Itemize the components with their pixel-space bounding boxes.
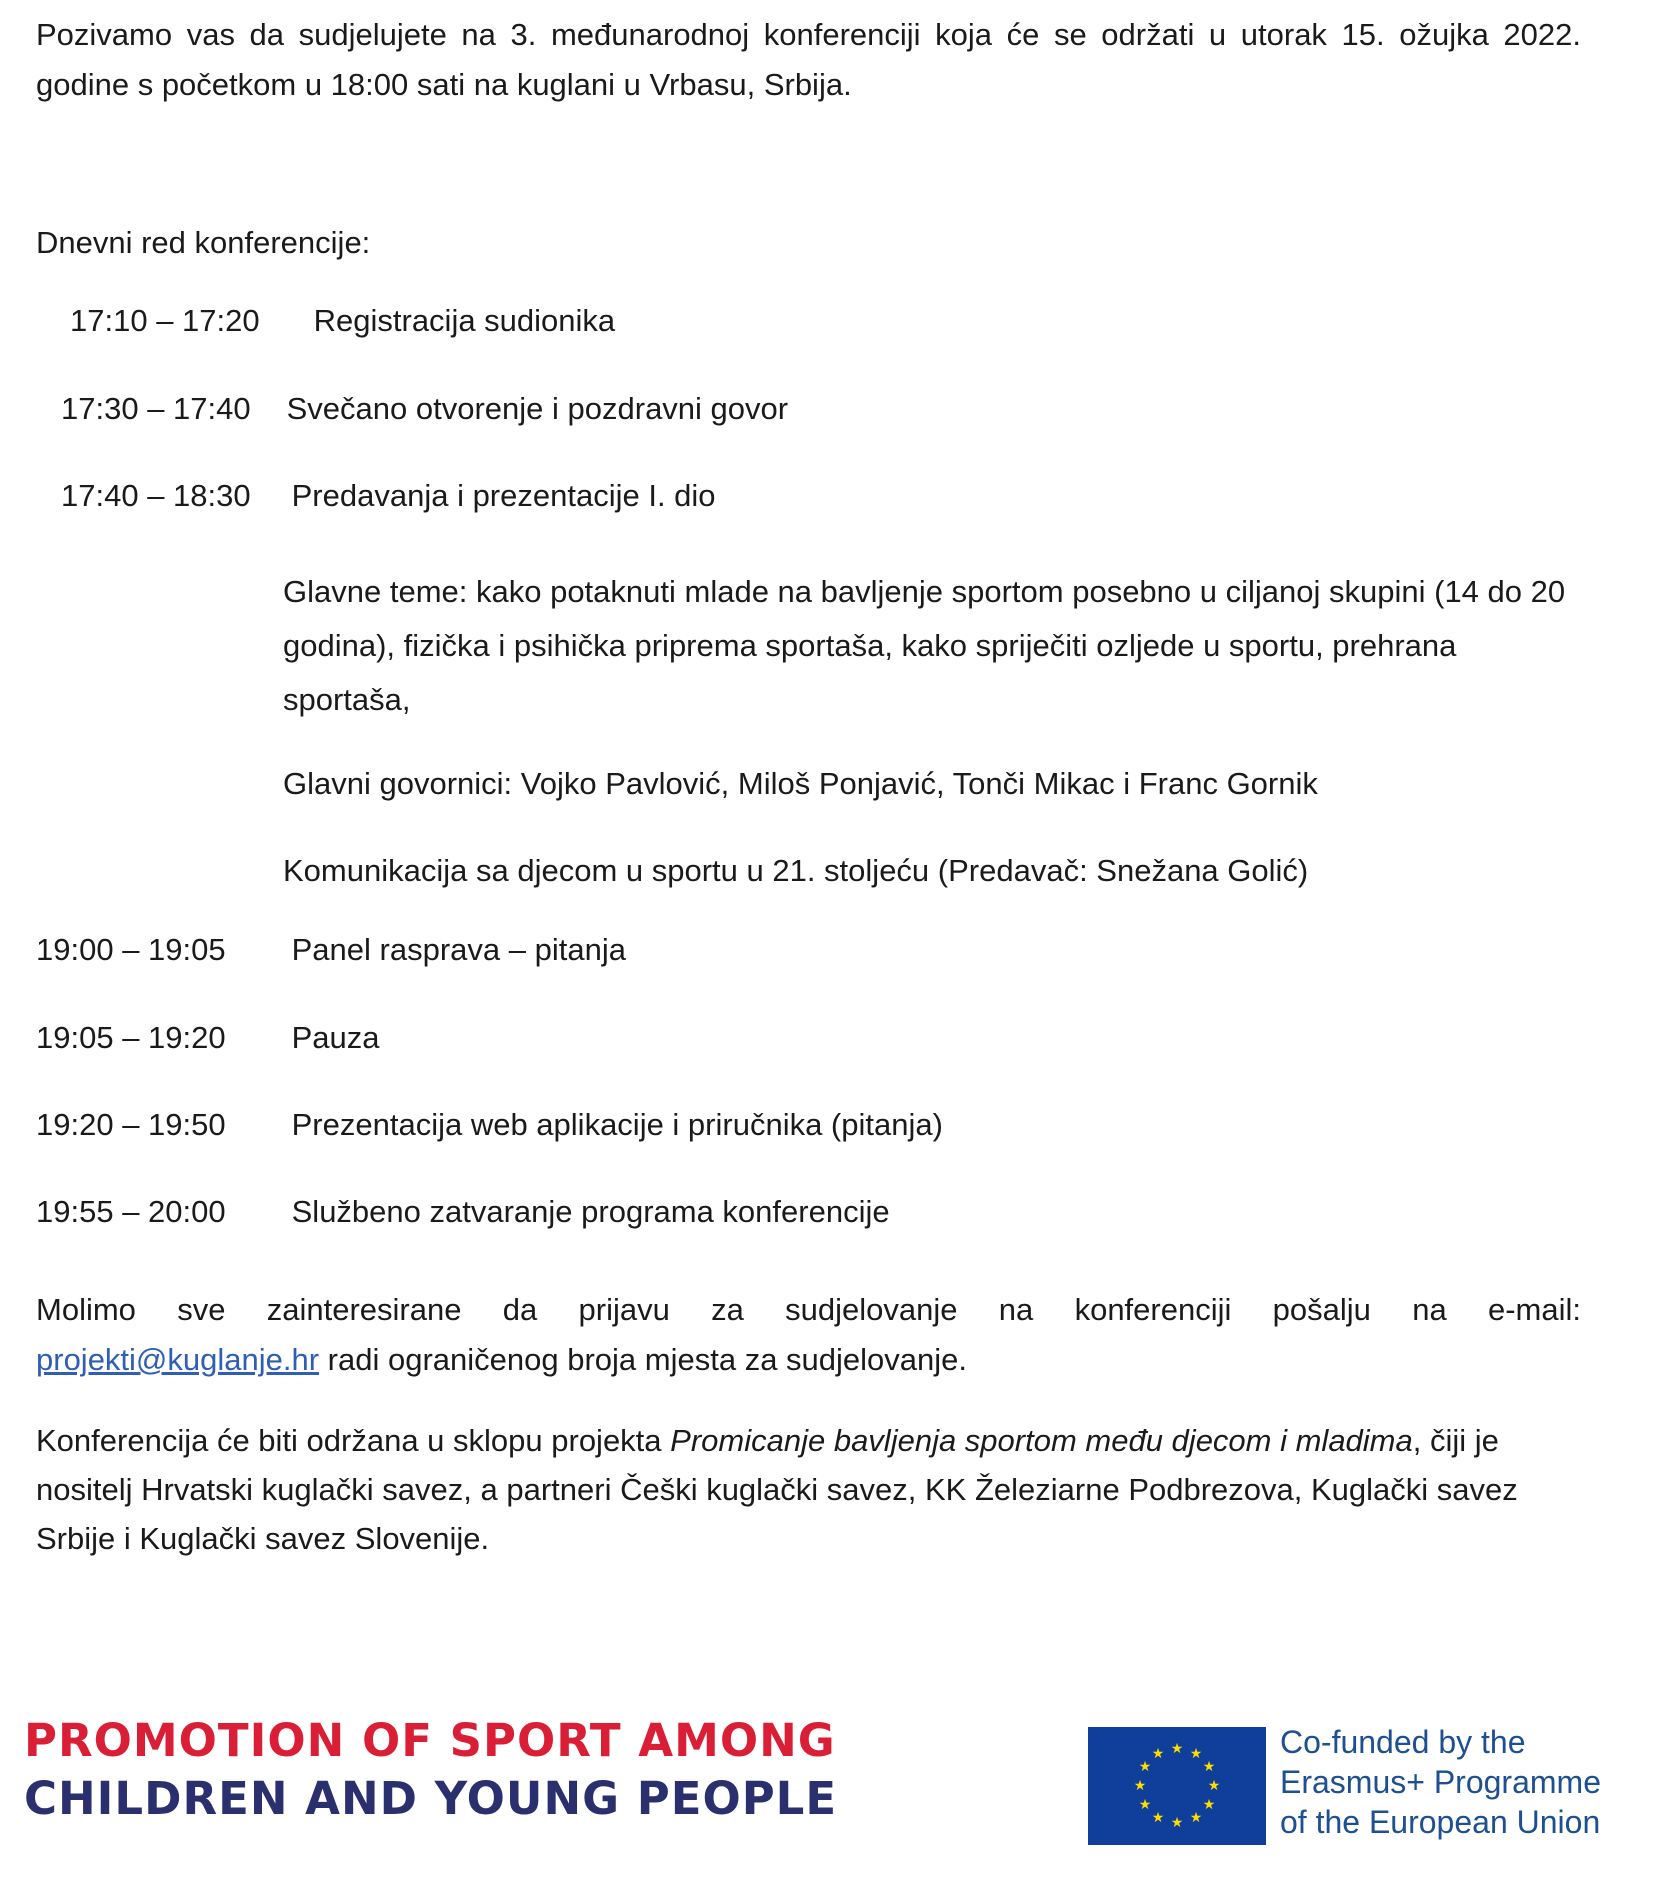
agenda-item: [36, 932, 626, 968]
email-link[interactable]: projekti@kuglanje.hr: [36, 1342, 320, 1377]
lecture-text: Komunikacija sa djecom u sportu u 21. stoljeću (Predavač: Snežana Golić): [283, 853, 1309, 888]
agenda-title: Svečano otvorenje i pozdravni govor: [286, 391, 789, 426]
agenda-time: 17:30 – 17:40: [61, 391, 251, 426]
registration-paragraph: [36, 1285, 1581, 1385]
eu-text-line3: of the European Union: [1280, 1804, 1601, 1840]
agenda-time: 19:05 – 19:20: [36, 1020, 226, 1055]
agenda-item: [36, 1107, 943, 1143]
svg-text:★: ★: [1202, 1797, 1216, 1813]
agenda-title: Prezentacija web aplikacije i priručnika (pitanja): [291, 1107, 943, 1142]
project-text-end: , čiji je nositelj Hrvatski kuglački savez, a partneri Češki kuglački savez, KK Železiarne Podbrezova, Kuglački savez Srbije i Kuglački savez Slovenije.: [36, 1423, 1518, 1556]
agenda-time: 17:40 – 18:30: [61, 478, 251, 513]
svg-text:★: ★: [1202, 1759, 1216, 1775]
eu-text-line2: Erasmus+ Programme: [1280, 1764, 1601, 1800]
svg-text:★: ★: [1207, 1778, 1221, 1794]
agenda-item: [36, 1020, 380, 1056]
svg-text:★: ★: [1189, 1746, 1203, 1762]
eu-cofunding-text: [1280, 1722, 1601, 1842]
agenda-time: 17:10 – 17:20: [70, 303, 260, 338]
project-logo: [24, 1712, 837, 1828]
eu-flag-icon: [1088, 1727, 1266, 1845]
agenda-heading: Dnevni red konferencije:: [36, 225, 371, 260]
agenda-title: Službeno zatvaranje programa konferencije: [291, 1194, 890, 1229]
intro-paragraph: Pozivamo vas da sudjelujete na 3. međunarodnoj konferenciji koja će se održati u utorak 15. ožujka 2022. godine s početkom u 18:00 sati na kuglani u Vrbasu, Srbija.: [36, 17, 1581, 102]
project-logo-line2: CHILDREN AND YOUNG PEOPLE: [24, 1772, 838, 1825]
themes-text: Glavne teme: kako potaknuti mlade na bavljenje sportom posebno u ciljanoj skupini (14 do 20 godina), fizička i psihička priprema sportaša, kako spriječiti ozljede u sportu, prehrana sportaša,: [283, 574, 1566, 717]
svg-text:★: ★: [1151, 1746, 1165, 1762]
agenda-title: Panel rasprava – pitanja: [291, 932, 626, 967]
project-name: Promicanje bavljenja sportom među djecom i mladima: [670, 1423, 1413, 1458]
svg-text:★: ★: [1138, 1797, 1152, 1813]
agenda-time: 19:55 – 20:00: [36, 1194, 226, 1229]
agenda-item: [61, 391, 788, 427]
agenda-item: [70, 303, 615, 339]
project-paragraph: [36, 1416, 1581, 1563]
registration-text-end: radi ograničenog broja mjesta za sudjelovanje.: [319, 1342, 968, 1377]
agenda-title: Predavanja i prezentacije I. dio: [291, 478, 716, 513]
agenda-item: [61, 478, 716, 514]
svg-text:★: ★: [1170, 1741, 1184, 1757]
agenda-title: Registracija sudionika: [313, 303, 616, 338]
agenda-time: 19:00 – 19:05: [36, 932, 226, 967]
project-logo-line1: PROMOTION OF SPORT AMONG: [24, 1714, 836, 1767]
eu-text-line1: Co-funded by the: [1280, 1724, 1526, 1760]
speakers-text: Glavni govornici: Vojko Pavlović, Miloš Ponjavić, Tonči Mikac i Franc Gornik: [283, 766, 1318, 801]
svg-text:★: ★: [1138, 1759, 1152, 1775]
registration-text: Molimo sve zainteresirane da prijavu za sudjelovanje na konferenciji pošalju na e-mail:: [36, 1292, 1581, 1327]
project-text: Konferencija će biti održana u sklopu projekta: [36, 1423, 671, 1458]
agenda-title: Pauza: [291, 1020, 380, 1055]
svg-text:★: ★: [1170, 1815, 1184, 1831]
svg-text:★: ★: [1189, 1810, 1203, 1826]
agenda-time: 19:20 – 19:50: [36, 1107, 226, 1142]
svg-text:★: ★: [1151, 1810, 1165, 1826]
agenda-item: [36, 1194, 890, 1230]
svg-text:★: ★: [1133, 1778, 1147, 1794]
